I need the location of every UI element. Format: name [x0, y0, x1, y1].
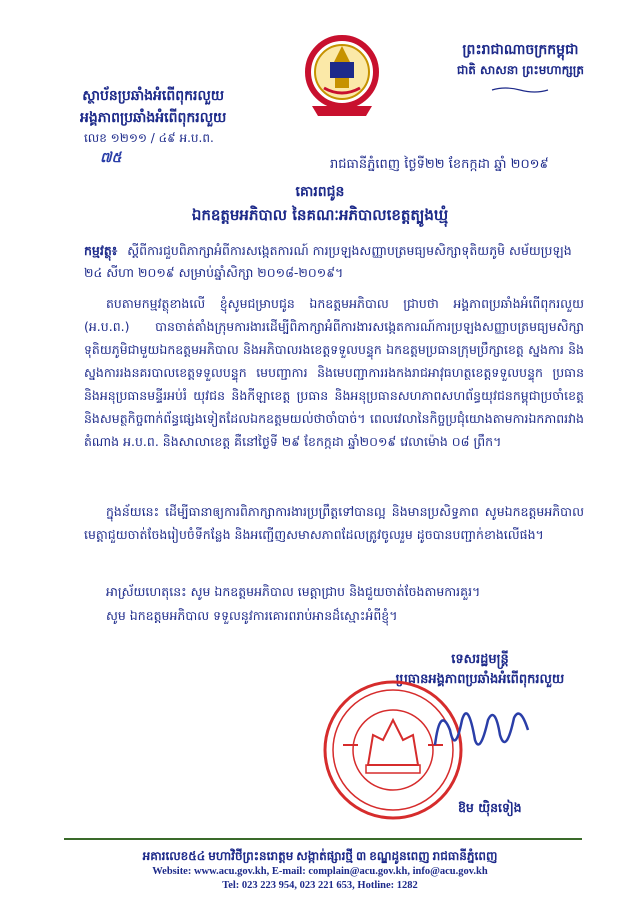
addressee: ឯកឧត្តមអភិបាល នៃគណៈអភិបាលខេត្តត្បូងឃ្មុំ — [191, 206, 449, 224]
reference-handwritten: ៧៥ — [100, 150, 122, 166]
signer-name: ឱម យ៉ិនទៀង — [458, 800, 522, 815]
respect-line: គោរពជូន — [295, 184, 345, 200]
footer-divider — [64, 838, 582, 840]
acu-emblem-icon — [302, 32, 382, 122]
reference-number — [84, 130, 214, 169]
footer-address: អគារលេខ៥៤ មហាវិថីព្រះនរោត្តម សង្កាត់ផ្សារថ្មី ៣ ខណ្ឌដូនពេញ រាជធានីភ្នំពេញ — [142, 849, 498, 863]
subject — [84, 240, 584, 284]
body-paragraph-1: តបតាមកម្មវត្ថុខាងលើ ខ្ញុំសូមជម្រាបជូន ឯកឧត្តមអភិបាល ជ្រាបថា អង្គភាពប្រឆាំងអំពើពុករលួយ (អ.ប.ព.) បានចាត់តាំងក្រុមការងារដើម្បីពិភាក្សាអំពីការងារសង្កេតការណ៍ការប្រឡងសញ្ញាបត្រមធ្យមសិក្សាទុតិយភូមិជាមួយឯកឧត្តមអភិបាល និងអភិបាលរងខេត្តទទួលបន្ទុក ឯកឧត្តមប្រធានក្រុមប្រឹក្សាខេត្ត ស្នងការ និងស្នងការរងនគរបាលខេត្តទទួលបន្ទុក មេបញ្ជាការ និងមេបញ្ជាការរងកងរាជអាវុធហត្ថខេត្តទទួលបន្ទុក ប្រធាន និងអនុប្រធានមន្ទីរអប់រំ យុវជន និងកីឡាខេត្ត ប្រធាន និងអនុប្រធានសហភាពសហព័ន្ធយុវជនកម្ពុជាប្រចាំខេត្ត និងសមត្ថកិច្ចពាក់ព័ន្ធផ្សេងទៀតដែលឯកឧត្តមយល់ថាចាំបាច់។ ពេលវេលានៃកិច្ចប្រជុំយោងតាមការឯកភាពរវាងតំណាង អ.ប.ព. និងសាលាខេត្ត គឺនៅថ្ងៃទី ២៩ ខែកក្កដា ឆ្នាំ២០១៩ វេលាម៉ោង ០៨ ព្រឹក។ — [84, 296, 584, 449]
institution-header — [80, 85, 226, 129]
closing-line-2: សូម ឯកឧត្តមអភិបាល ទទួលនូវការគោរពរាប់អានដ៏ស្មោះអំពីខ្ញុំ។ — [106, 608, 398, 623]
signature-title-line2: ប្រធានអង្គភាពប្រឆាំងអំពើពុករលួយ — [395, 672, 565, 687]
closing-line-1: អាស្រ័យហេតុនេះ សូម ឯកឧត្តមអភិបាល មេត្តាជ្រាប និងជួយចាត់ចែងតាមការគួរ។ — [106, 584, 481, 599]
body-paragraph-2: ក្នុងន័យនេះ ដើម្បីធានាឲ្យការពិភាក្សាការងារប្រព្រឹត្តទៅបានល្អ និងមានប្រសិទ្ធភាព សូមឯកឧត្តមអភិបាល មេត្តាជួយចាត់ចែងរៀបចំទីកន្លែង និងអញ្ជើញសមាសភាពដែលត្រូវចូលរួម ដូចបានបញ្ជាក់ខាងលើផង។ — [84, 504, 584, 542]
signature-title-line1: ទេសរដ្ឋមន្ត្រី — [451, 652, 509, 667]
handwritten-signature — [430, 700, 540, 760]
national-motto: ជាតិ សាសនា ព្រះមហាក្សត្រ — [456, 63, 584, 77]
reference-text: លេខ ១២១១ / ៤៩ អ.ប.ព. — [84, 131, 214, 145]
footer-web: Website: www.acu.gov.kh, E-mail: complain@acu.gov.kh, info@acu.gov.kh — [152, 866, 488, 877]
subject-label: កម្មវត្ថុ៖ — [84, 243, 118, 258]
date-line: រាជធានីភ្នំពេញ ថ្ងៃទី២២ ខែកក្កដា ឆ្នាំ ២០១៩ — [330, 157, 549, 172]
kingdom-header — [457, 40, 584, 100]
subject-text: ស្តីពីការជួបពិភាក្សាអំពីការសង្កេតការណ៍ ការប្រឡងសញ្ញាបត្រមធ្យមសិក្សាទុតិយភូមិ សម័យប្រឡង ២៤ សីហា ២០១៩ សម្រាប់ឆ្នាំសិក្សា ២០១៨-២០១៩។ — [84, 243, 572, 280]
institution-line1: ស្ថាប័នប្រឆាំងអំពើពុករលួយ — [82, 88, 225, 104]
kingdom-name: ព្រះរាជាណាចក្រកម្ពុជា — [462, 42, 579, 58]
footer-tel: Tel: 023 223 954, 023 221 653, Hotline: 1282 — [222, 880, 418, 891]
institution-line2: អង្គភាពប្រឆាំងអំពើពុករលួយ — [80, 110, 227, 126]
motto-ornament-icon — [490, 86, 550, 94]
